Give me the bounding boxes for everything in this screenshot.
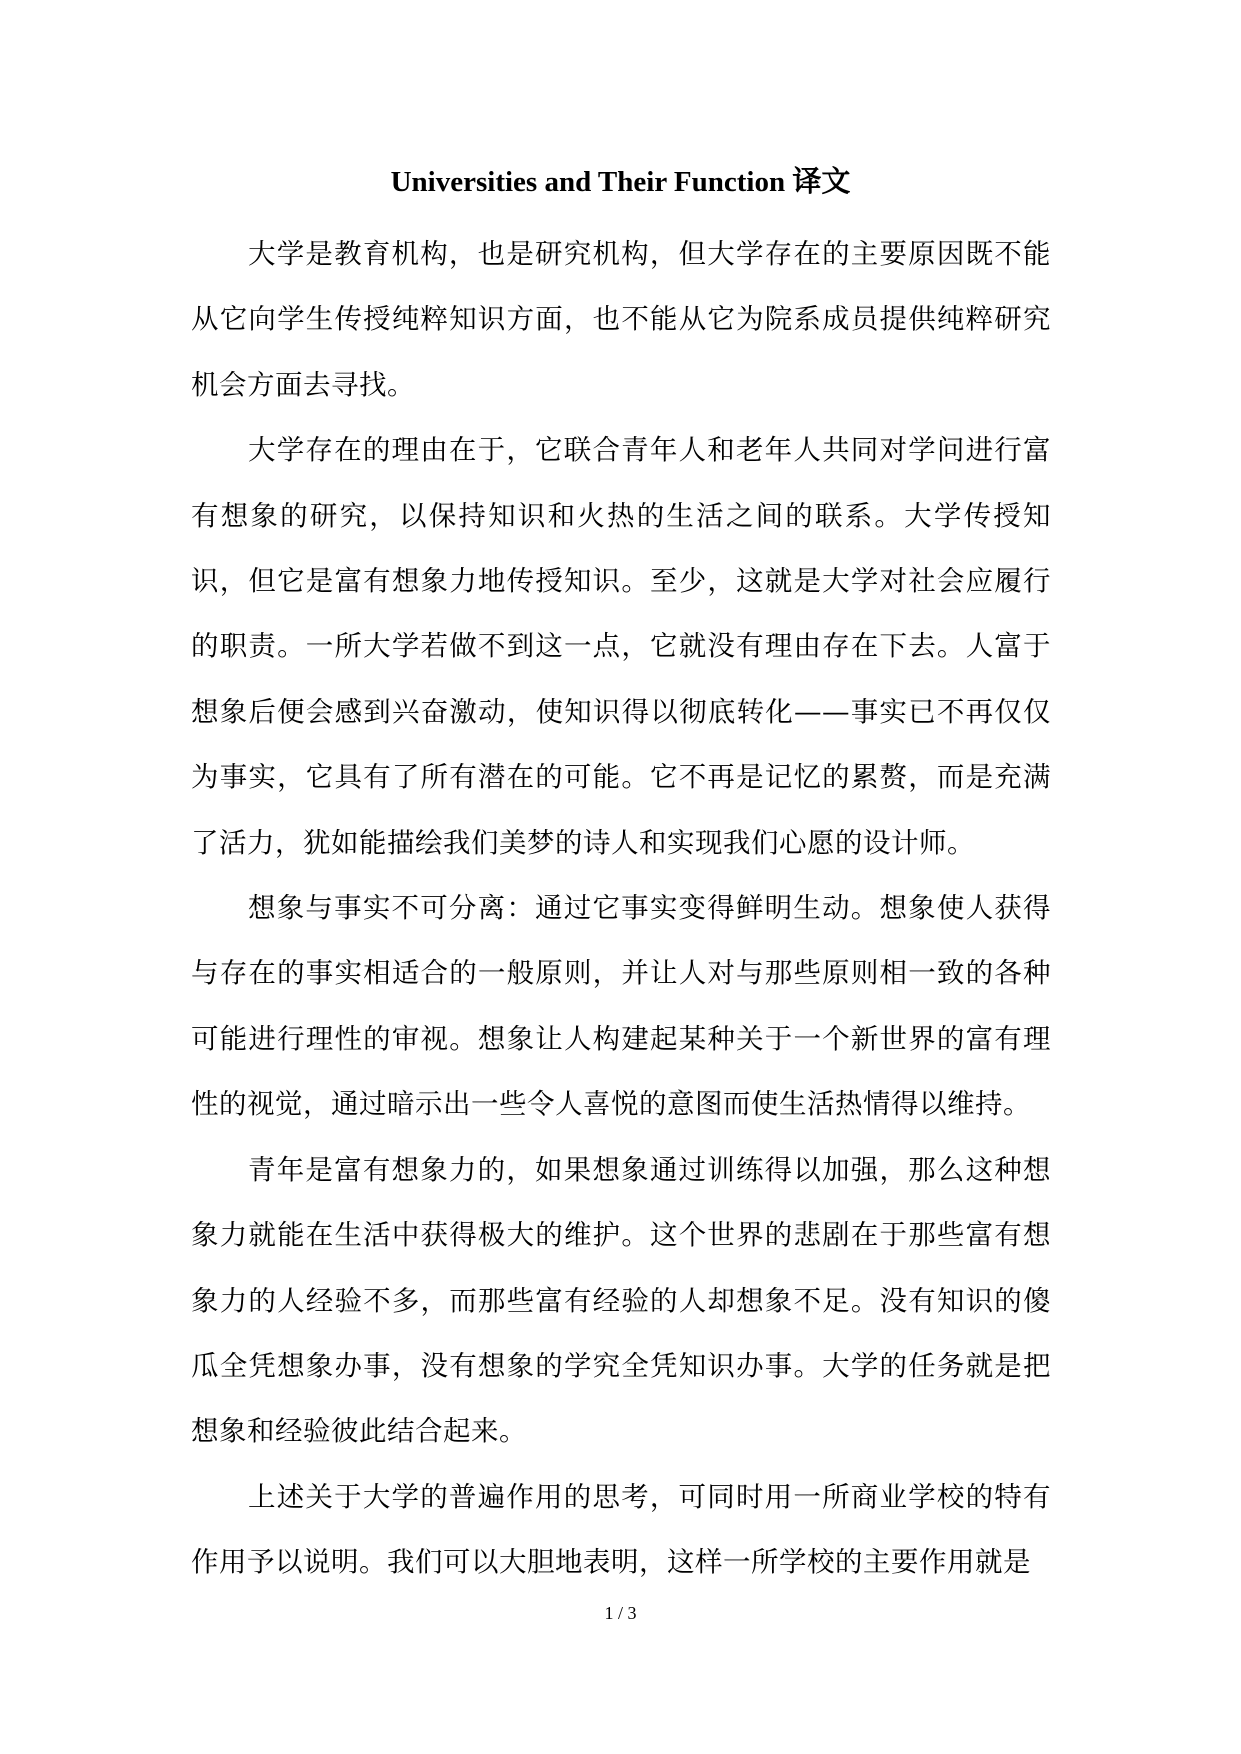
paragraph-3: 想象与事实不可分离：通过它事实变得鲜明生动。想象使人获得与存在的事实相适合的一般原则，并让人对与那些原则相一致的各种可能进行理性的审视。想象让人构建起某种关于一个新世界的富有理性的视觉，通过暗示出一些令人喜悦的意图而使生活热情得以维持。 — [191, 892, 1051, 1121]
paragraph-1: 大学是教育机构，也是研究机构，但大学存在的主要原因既不能从它向学生传授纯粹知识方面，也不能从它为院系成员提供纯粹研究机会方面去寻找。 — [191, 238, 1051, 401]
document-body — [191, 222, 1051, 1596]
paragraph-5: 上述关于大学的普遍作用的思考，可同时用一所商业学校的特有作用予以说明。我们可以大胆地表明，这样一所学校的主要作用就是 — [191, 1480, 1051, 1579]
paragraph-2: 大学存在的理由在于，它联合青年人和老年人共同对学问进行富有想象的研究，以保持知识和火热的生活之间的联系。大学传授知识，但它是富有想象力地传授知识。至少，这就是大学对社会应履行的职责。一所大学若做不到这一点，它就没有理由存在下去。人富于想象后便会感到兴奋激动，使知识得以彻底转化——事实已不再仅仅为事实，它具有了所有潜在的可能。它不再是记忆的累赘，而是充满了活力，犹如能描绘我们美梦的诗人和实现我们心愿的设计师。 — [191, 434, 1051, 859]
page-title: Universities and Their Function 译文 — [390, 166, 851, 198]
page-number: 1 / 3 — [604, 1603, 637, 1623]
paragraph-4: 青年是富有想象力的，如果想象通过训练得以加强，那么这种想象力就能在生活中获得极大的维护。这个世界的悲剧在于那些富有想象力的人经验不多，而那些富有经验的人却想象不足。没有知识的傻瓜全凭想象办事，没有想象的学究全凭知识办事。大学的任务就是把想象和经验彼此结合起来。 — [191, 1153, 1051, 1448]
